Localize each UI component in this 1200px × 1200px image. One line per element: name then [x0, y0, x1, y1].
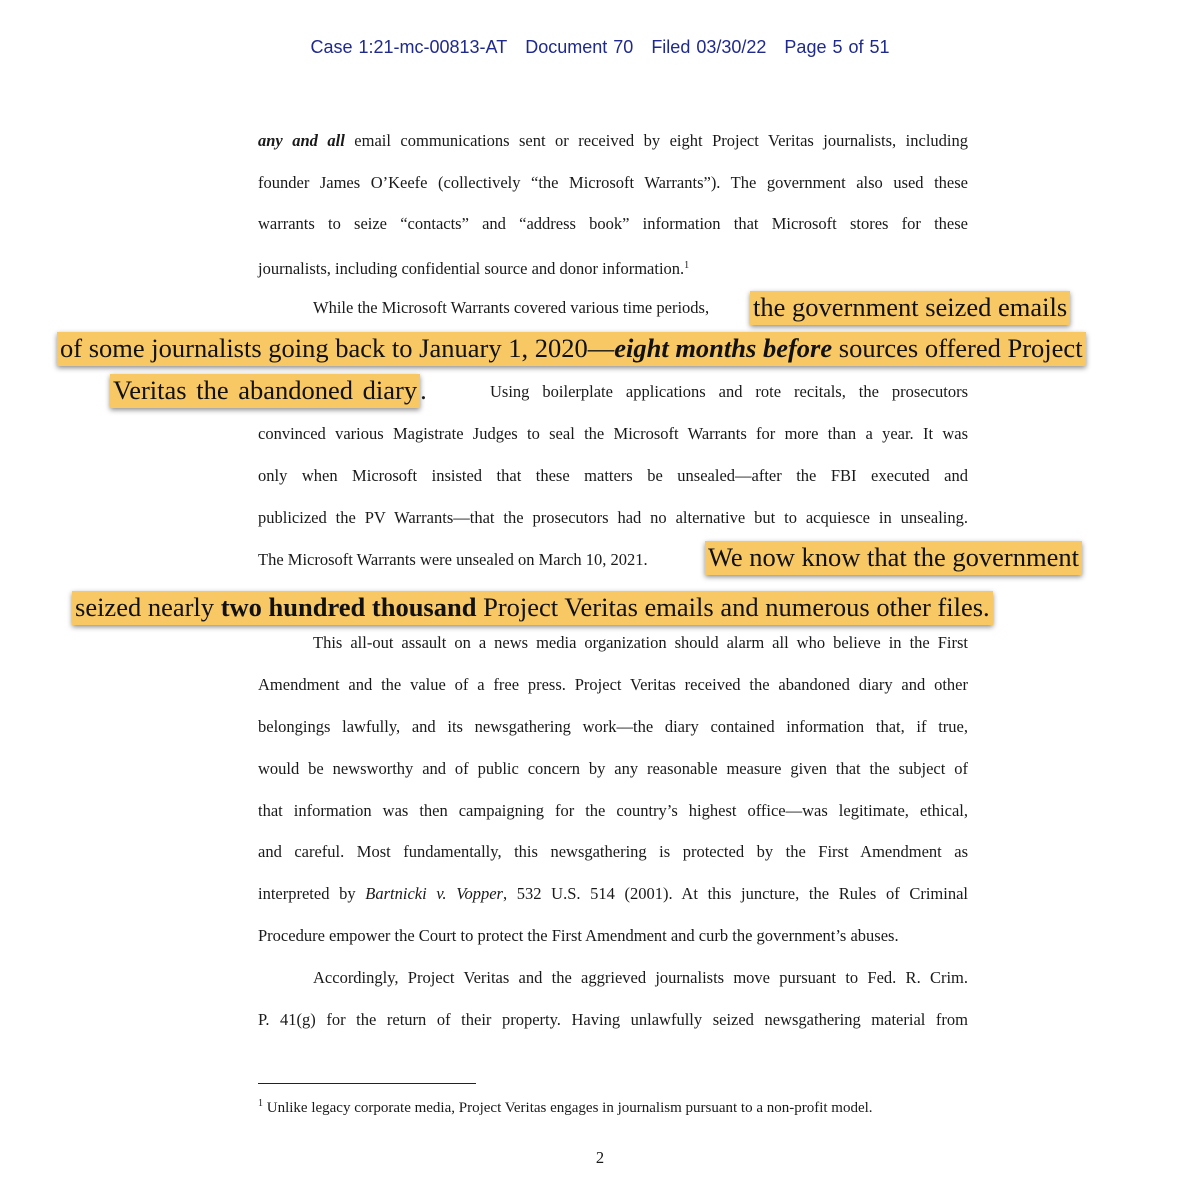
- body-line: Using boilerplate applications and rote recitals, the prosecutors: [490, 382, 968, 401]
- body-line: belongings lawfully, and its newsgathering work—the diary contained information that, if true,: [258, 717, 968, 736]
- case-number: Case 1:21-mc-00813-AT: [310, 37, 508, 57]
- footnote-divider: [258, 1083, 476, 1084]
- body-line: Amendment and the value of a free press. Project Veritas received the abandoned diary and other: [258, 675, 968, 694]
- footnote-number: 1: [258, 1098, 263, 1109]
- body-line: journalists, including confidential source and donor information.$^1$: [258, 259, 690, 278]
- footnote-reference: 1: [684, 260, 690, 271]
- document-number: Document 70: [525, 37, 634, 57]
- body-line: convinced various Magistrate Judges to seal the Microsoft Warrants for more than a year. It was: [258, 424, 968, 443]
- body-line: This all-out assault on a news media organization should alarm all who believe in the First: [313, 633, 968, 652]
- page-count: Page 5 of 51: [784, 37, 890, 57]
- body-line: interpreted by Bartnicki v. Vopper, 532 U.S. 514 (2001). At this juncture, the Rules of Criminal: [258, 884, 969, 903]
- highlighted-text: Veritas the abandoned diary .: [110, 373, 427, 407]
- emphasis-text: any and all: [258, 131, 345, 150]
- highlighted-text: of some journalists going back to January 1, 2020—eight months before sources offered Project: [57, 331, 1086, 365]
- highlighted-text: seized nearly two hundred thousand Project Veritas emails and numerous other files.: [72, 590, 993, 624]
- body-line: any and all email communications sent or received by eight Project Veritas journalists, including: [258, 131, 968, 150]
- body-line: publicized the PV Warrants—that the prosecutors had no alternative but to acquiesce in unsealing.: [258, 508, 968, 527]
- body-line: Procedure empower the Court to protect the First Amendment and curb the government’s abuses.: [258, 926, 899, 945]
- body-line: Accordingly, Project Veritas and the aggrieved journalists move pursuant to Fed. R. Crim.: [313, 968, 968, 987]
- highlighted-text: the government seized emails: [750, 290, 1070, 324]
- body-line: While the Microsoft Warrants covered various time periods,: [313, 298, 710, 317]
- body-line: P. 41(g) for the return of their property. Having unlawfully seized newsgathering material from: [258, 1010, 968, 1029]
- body-line: warrants to seize “contacts” and “address book” information that Microsoft stores for these: [258, 214, 968, 233]
- footnote-text: Unlike legacy corporate media, Project Veritas engages in journalism pursuant to a non-profit model.: [263, 1100, 873, 1116]
- page-number: 2: [595, 1148, 605, 1167]
- body-line: The Microsoft Warrants were unsealed on March 10, 2021.: [258, 550, 648, 569]
- filed-date: Filed 03/30/22: [651, 37, 767, 57]
- body-line: founder James O’Keefe (collectively “the Microsoft Warrants”). The government also used these: [258, 173, 968, 192]
- highlighted-text: We now know that the government: [705, 540, 1082, 574]
- body-line: would be newsworthy and of public concern by any reasonable measure given that the subject of: [258, 759, 968, 778]
- body-line: that information was then campaigning for the country’s highest office—was legitimate, ethical,: [258, 801, 968, 820]
- footnote: [258, 1094, 873, 1118]
- body-line: only when Microsoft insisted that these matters be unsealed—after the FBI executed and: [258, 466, 968, 485]
- body-line: and careful. Most fundamentally, this newsgathering is protected by the First Amendment as: [258, 842, 968, 861]
- case-citation: Bartnicki v. Vopper: [365, 884, 503, 903]
- case-header: [0, 37, 1200, 58]
